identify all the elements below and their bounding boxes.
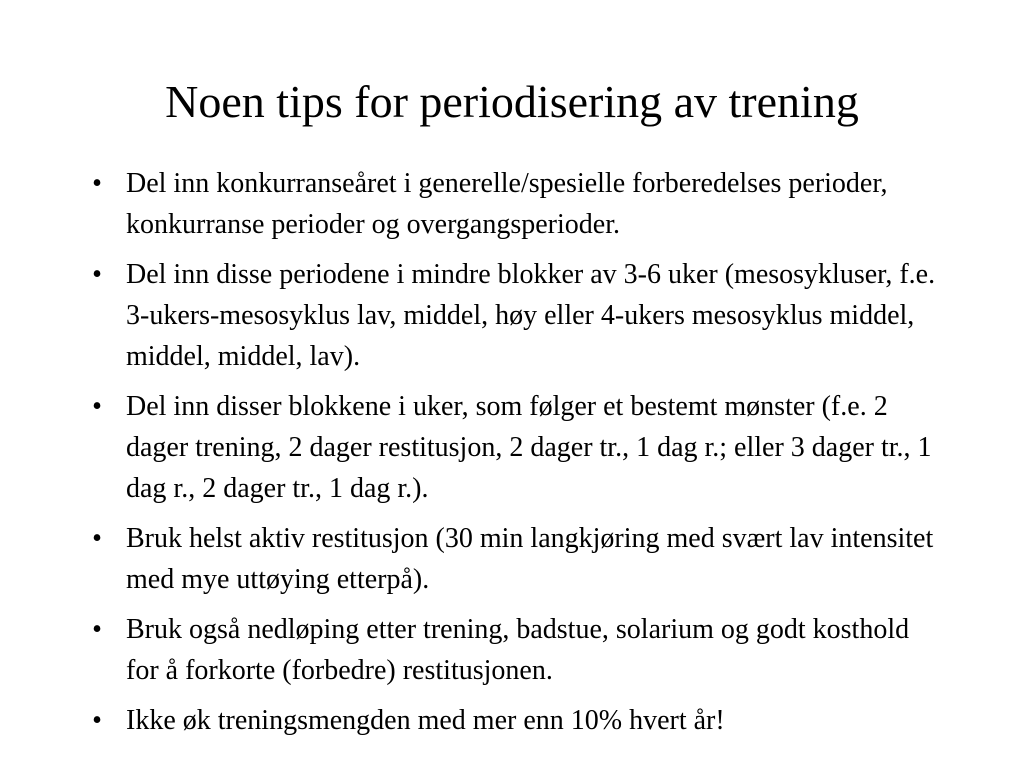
bullet-text: Del inn konkurranseåret i generelle/spesielle forberedelses perioder, konkurranse perioder og overgangsperioder. — [126, 168, 888, 240]
bullet-icon: • — [92, 614, 102, 645]
bullet-text: Bruk også nedløping etter trening, badstue, solarium og godt kosthold for å forkorte (forbedre) restitusjonen. — [126, 614, 910, 686]
list-item — [82, 609, 942, 691]
bullet-text: Del inn disse periodene i mindre blokker av 3-6 uker (mesosykluser, f.e. 3-ukers-mesosyklus lav, middel, høy eller 4-ukers mesosyklus middel, middel, middel, lav). — [126, 259, 936, 372]
bullet-text: Del inn disser blokkene i uker, som følger et bestemt mønster (f.e. 2 dager trening, 2 dager restitusjon, 2 dager tr., 1 dag r.; eller 3 dager tr., 1 dag r., 2 dager tr., 1 dag r.). — [126, 391, 932, 504]
list-item — [82, 386, 942, 509]
list-item — [82, 518, 942, 600]
bullet-text: Ikke øk treningsmengden med mer enn 10% hvert år! — [126, 705, 725, 736]
bullet-icon: • — [92, 391, 102, 422]
bullet-icon: • — [92, 523, 102, 554]
list-item — [82, 254, 942, 377]
bullet-icon: • — [92, 168, 102, 199]
slide-title: Noen tips for periodisering av trening — [165, 76, 859, 127]
bullet-icon: • — [92, 705, 102, 736]
bullet-list — [82, 163, 942, 750]
list-item — [82, 163, 942, 245]
list-item — [82, 700, 942, 741]
bullet-text: Bruk helst aktiv restitusjon (30 min langkjøring med svært lav intensitet med mye uttøying etterpå). — [126, 523, 934, 595]
bullet-icon: • — [92, 259, 102, 290]
